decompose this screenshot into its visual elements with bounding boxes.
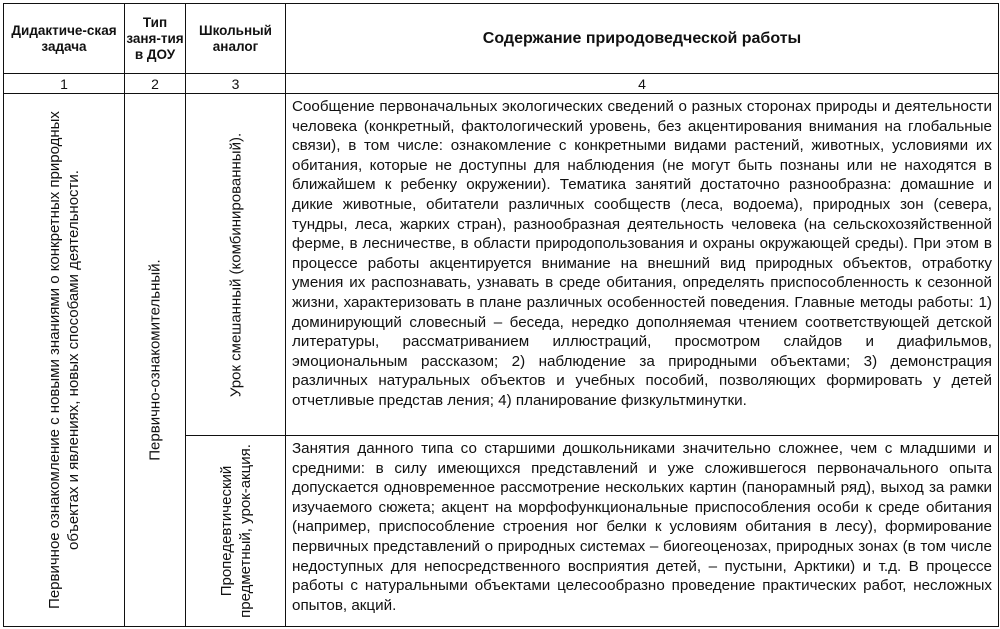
table-row bbox=[4, 94, 999, 436]
lesson-type-cell bbox=[125, 94, 186, 627]
didactic-task-text: Первичное ознакомление с новыми знаниями о конкретных природных объектах и явлениях, новых способами деятельности. bbox=[46, 111, 82, 609]
school-analog-text-2: Пропедевтический предметный, урок-акция. bbox=[217, 444, 254, 618]
content-cell-2: Занятия данного типа со старшими дошкольниками значительно сложнее, чем с младшими и средними: в силу имеющихся представлений и уже сложившегося первоначального опыта допускается одновременное рассмотрение нескольких картин (панорамный ряд), выход за рамки изучаемого сюжета; акцент на морфофункциональные приспособления особи к среде обитания (например, приспособление строения ног белки к условиям обитания в лесу), формирование первичных представлений о природных системах – биогеоценозах, природных зонах (в том числе недоступных для непосредственного восприятия детей, – пустыни, Арктики) и т.д. В процессе работы с натуральными объектами целесообразно проведение практических работ, несложных опытов, акций. bbox=[286, 436, 999, 627]
header-school-analog: Школьный аналог bbox=[186, 4, 286, 74]
column-number-2: 2 bbox=[125, 74, 186, 94]
didactic-task-cell bbox=[4, 94, 125, 627]
header-lesson-type: Тип заня-тия в ДОУ bbox=[125, 4, 186, 74]
content-cell-1: Сообщение первоначальных экологических сведений о разных сторонах природы и деятельности человека (конкретный, фактологический уровень, без акцентирования внимания на глобальные связи), в том числе: ознакомление с конкретными видами растений, животных, условиями их обитания, которые не доступны для наблюдения (не могут быть познаны или не находятся в ближайшем к ребенку окружении). Тематика занятий достаточно разнообразна: домашние и дикие животные, обитатели различных сообществ (леса, водоема), природных зон (севера, тундры, леса, жарких стран), разнообразная деятельность человека (на сельскохозяйственной ферме, в лесничестве, в области природопользования и охраны окружающей среды). При этом в процессе работы акцентируется внимание на внешний вид природных объектов, отработку умения их распознавать, узнавать в среде обитания, определять приспособленность к сезонной жизни, характеризовать в плане различных особенностей поведения. Главные методы работы: 1) доминирующий словесный – беседа, нередко дополняемая чтением соответствующей детской литературы, рассматриванием иллюстраций, просмотром слайдов и диафильмов, эмоциональным рассказом; 2) наблюдение за природными объектами; 3) демонстрация различных натуральных объектов и учебных пособий, позволяющих формировать у детей отчетливые представ ления; 4) планирование физкультминутки. bbox=[286, 94, 999, 436]
school-analog-cell-2 bbox=[186, 436, 286, 627]
number-row bbox=[4, 74, 999, 94]
content-table-wrapper bbox=[3, 3, 998, 626]
header-content: Содержание природоведческой работы bbox=[286, 4, 999, 74]
didactic-table bbox=[3, 3, 999, 627]
header-didactic-task: Дидактиче-ская задача bbox=[4, 4, 125, 74]
school-analog-cell-1 bbox=[186, 94, 286, 436]
school-analog-text-1: Урок смешанный (комбинированный). bbox=[227, 132, 244, 397]
header-row bbox=[4, 4, 999, 74]
lesson-type-text: Первично-ознакомительный. bbox=[146, 259, 164, 461]
column-number-1: 1 bbox=[4, 74, 125, 94]
column-number-3: 3 bbox=[186, 74, 286, 94]
column-number-4: 4 bbox=[286, 74, 999, 94]
